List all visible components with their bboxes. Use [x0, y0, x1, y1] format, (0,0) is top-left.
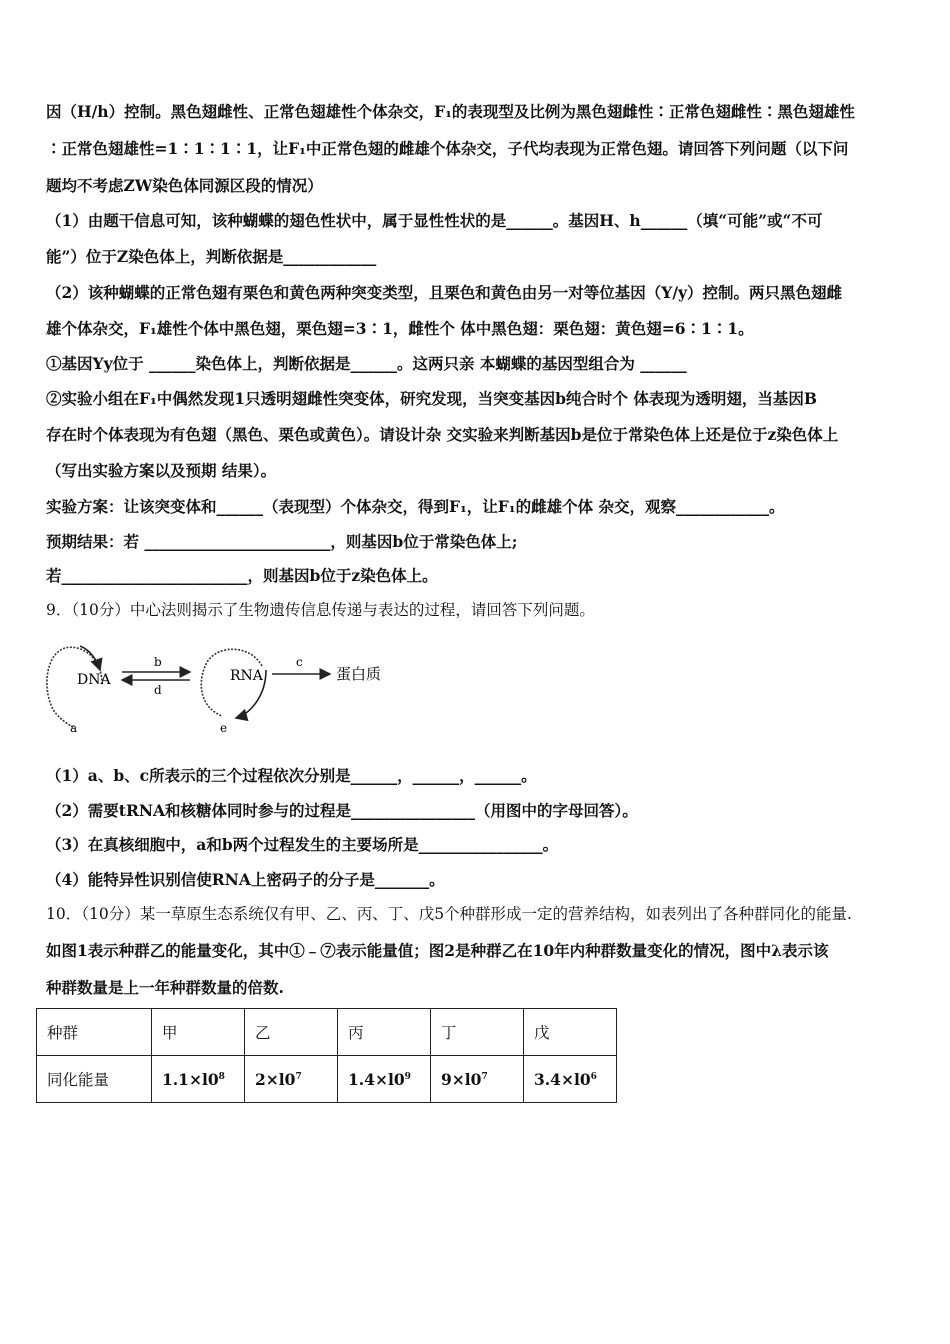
table-cell: 乙 — [245, 1009, 338, 1056]
text-line: 因（H/h）控制。黑色翅雌性、正常色翅雄性个体杂交，F₁的表现型及比例为黑色翅雌性∶正常色翅雌性∶黑色翅雄性 — [46, 102, 855, 121]
q9-sub-1: （1）a、b、c所表示的三个过程依次分别是______，______，______。 — [46, 766, 537, 785]
text-line: 预期结果：若 ________________________，则基因b位于常染色体上; — [46, 532, 518, 551]
text-line: ①基因Yy位于 ______染色体上，判断依据是______。这两只亲 本蝴蝶的基因型组合为 ______ — [46, 354, 687, 373]
label-c: c — [296, 655, 303, 669]
text-line: ②实验小组在F₁中偶然发现1只透明翅雌性突变体，研究发现，当突变基因b纯合时个 体表现为透明翅，当基因B — [46, 389, 817, 408]
text-line: ∶正常色翅雄性=1∶1∶1∶1，让F₁中正常色翅的雌雄个体杂交，子代均表现为正常色翅。请回答下列问题（以下问 — [46, 139, 849, 158]
table-header-row — [37, 1009, 617, 1056]
table-cell: $3.4\times l0^6$ — [524, 1056, 617, 1103]
table-cell: $1.4\times l0^9$ — [338, 1056, 431, 1103]
rna-label: RNA — [230, 668, 263, 684]
table-cell: $2\times l0^7$ — [245, 1056, 338, 1103]
question-10-heading: 10．（10分）某一草原生态系统仅有甲、乙、丙、丁、戊5个种群形成一定的营养结构，如表列出了各种群同化的能量. — [46, 905, 852, 923]
table-cell: 丙 — [338, 1009, 431, 1056]
q9-sub-4: （4）能特异性识别信使RNA上密码子的分子是_______。 — [46, 870, 445, 889]
label-a: a — [70, 721, 78, 735]
q10-text: 如图1表示种群乙的能量变化，其中①﹣⑦表示能量值；图2是种群乙在10年内种群数量变化的情况，图中λ表示该 — [46, 941, 829, 960]
table-cell: 同化能量 — [37, 1056, 152, 1103]
text-line: 实验方案：让该突变体和______（表现型）个体杂交，得到F₁，让F₁的雌雄个体 杂交，观察____________。 — [46, 497, 785, 516]
table-cell: 种群 — [37, 1009, 152, 1056]
text-line: 雄个体杂交，F₁雄性个体中黑色翅，栗色翅=3∶1，雌性个 体中黑色翅：栗色翅：黄色翅=6∶1∶1。 — [46, 319, 754, 338]
table-cell: 丁 — [431, 1009, 524, 1056]
table-cell: 戊 — [524, 1009, 617, 1056]
q10-text: 种群数量是上一年种群数量的倍数. — [46, 978, 284, 997]
energy-table — [36, 1008, 617, 1103]
text-line: 若________________________，则基因b位于z染色体上。 — [46, 566, 438, 585]
table-cell: $1.1\times l0^8$ — [152, 1056, 245, 1103]
table-row — [37, 1056, 617, 1103]
central-dogma-diagram — [40, 636, 400, 736]
label-e: e — [220, 721, 228, 735]
text-line: （写出实验方案以及预期 结果）。 — [46, 461, 277, 480]
text-line: 题均不考虑ZW染色体同源区段的情况） — [46, 176, 323, 195]
protein-label: 蛋白质 — [336, 665, 382, 683]
table-cell: $9\times l0^7$ — [431, 1056, 524, 1103]
text-line: 存在时个体表现为有色翅（黑色、栗色或黄色）。请设计杂 交实验来判断基因b是位于常染色体上还是位于z染色体上 — [46, 425, 839, 444]
text-line: （2）该种蝴蝶的正常色翅有栗色和黄色两种突变类型，且栗色和黄色由另一对等位基因（Y/y）控制。两只黑色翅雌 — [46, 283, 843, 302]
question-9-heading: 9．（10分）中心法则揭示了生物遗传信息传递与表达的过程，请回答下列问题。 — [46, 601, 595, 619]
text-line: （1）由题干信息可知，该种蝴蝶的翅色性状中，属于显性性状的是______。基因H、h______（填“可能”或“不可 — [46, 211, 823, 230]
q9-sub-3: （3）在真核细胞中，a和b两个过程发生的主要场所是________________。 — [46, 835, 559, 854]
label-b: b — [154, 655, 162, 669]
q9-sub-2: （2）需要tRNA和核糖体同时参与的过程是________________（用图中的字母回答）。 — [46, 801, 638, 820]
dna-label: DNA — [77, 672, 111, 688]
text-line: 能”）位于Z染色体上，判断依据是____________ — [46, 247, 377, 266]
label-d: d — [154, 683, 162, 697]
table-cell: 甲 — [152, 1009, 245, 1056]
